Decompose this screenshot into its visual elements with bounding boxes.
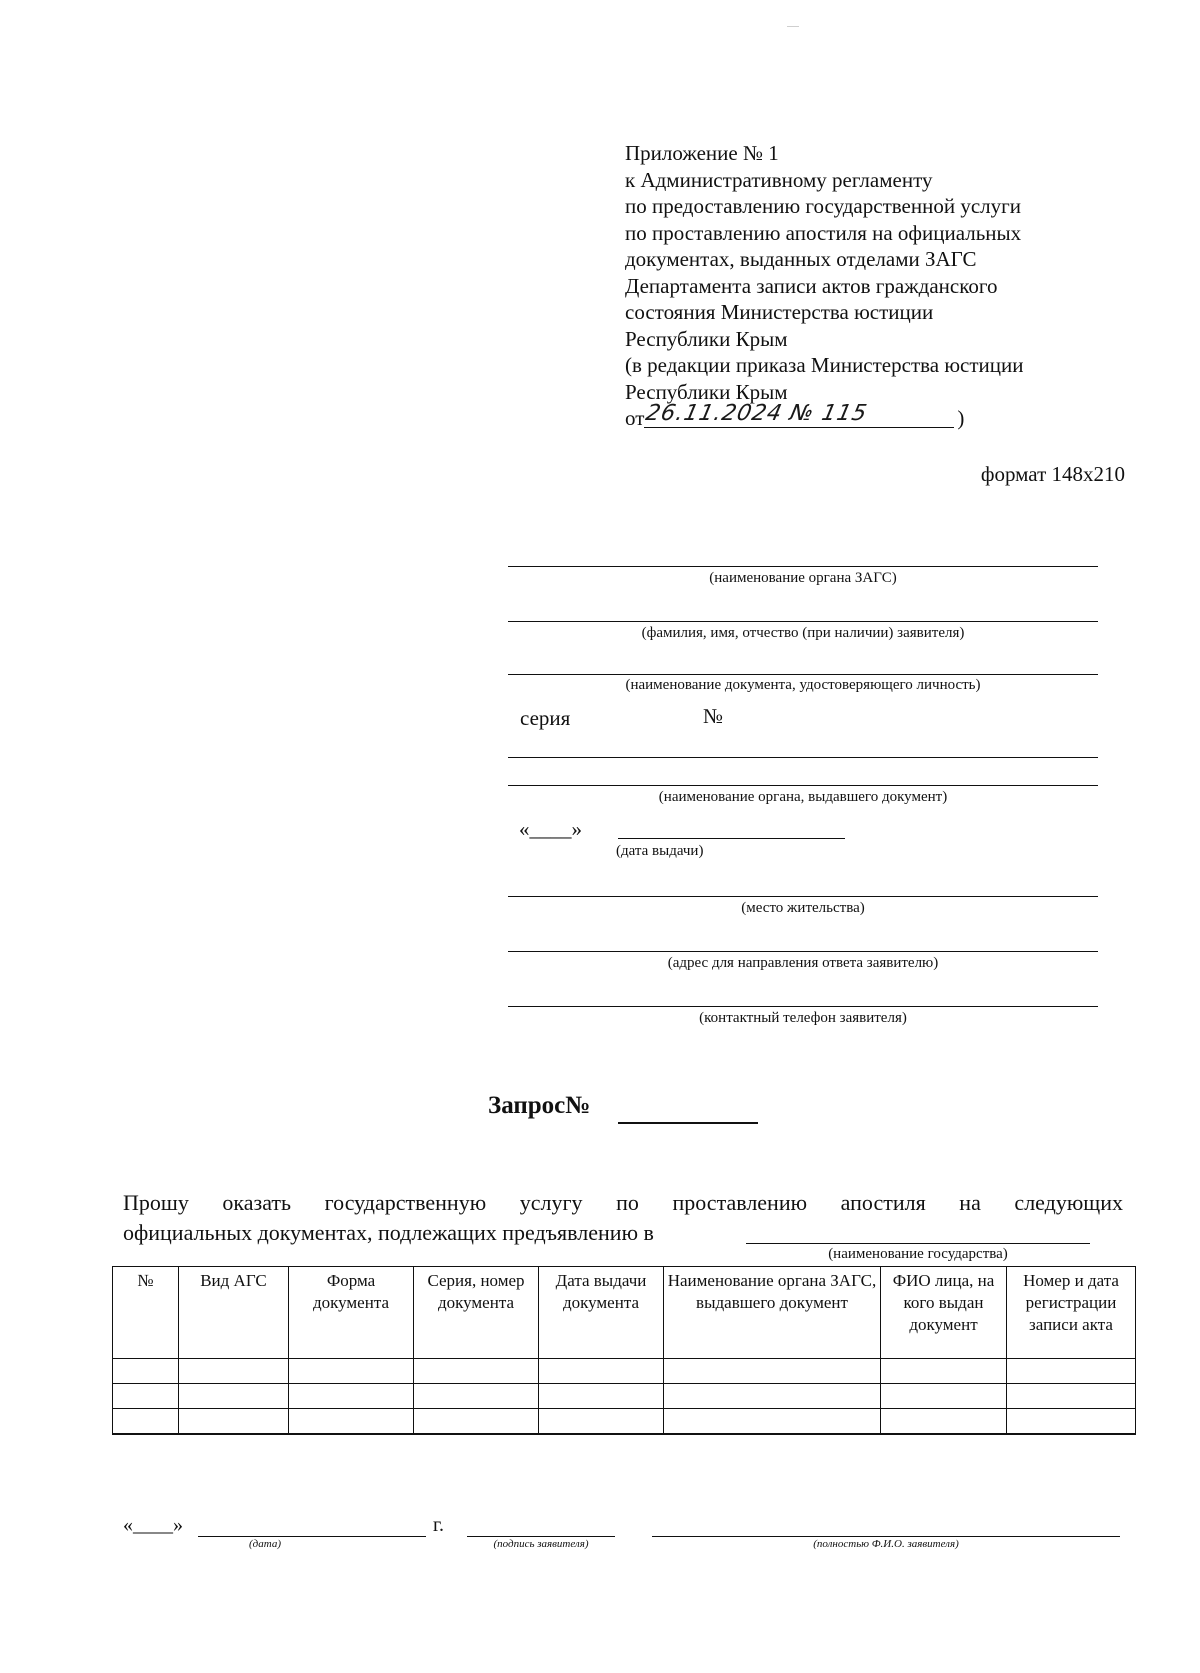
format-label: формат 148х210 — [980, 462, 1125, 486]
date-underline — [644, 427, 954, 428]
full-name-field[interactable] — [652, 1536, 1120, 1537]
approval-line: к Административному регламенту — [625, 167, 933, 192]
fio-field[interactable] — [508, 621, 1098, 622]
signature-field[interactable] — [467, 1536, 615, 1537]
id-series-number-field[interactable] — [508, 757, 1098, 758]
approval-line: по предоставлению государственной услуги — [625, 194, 1021, 218]
table-cell[interactable] — [179, 1359, 289, 1384]
table-header: Вид АГС — [179, 1267, 289, 1359]
table-cell[interactable] — [179, 1384, 289, 1409]
residence-caption: (место жительства) — [741, 900, 865, 916]
approval-date-line — [625, 401, 1105, 432]
table-body — [113, 1359, 1136, 1435]
issue-date-quotes: «____» — [519, 817, 582, 841]
approval-line: состояния Министерства юстиции — [625, 300, 934, 324]
state-field[interactable] — [746, 1243, 1090, 1244]
year-suffix: г. — [433, 1514, 444, 1536]
id-document-caption: (наименование документа, удостоверяющего личность) — [625, 677, 981, 693]
issue-date-field[interactable] — [618, 838, 845, 839]
table-cell[interactable] — [539, 1384, 664, 1409]
table-cell[interactable] — [539, 1359, 664, 1384]
fio-caption: (фамилия, имя, отчество (при наличии) заявителя) — [641, 625, 965, 641]
table-header-row — [113, 1267, 1136, 1359]
signature-caption: (подпись заявителя) — [493, 1538, 589, 1550]
approval-line: Приложение № 1 — [625, 141, 779, 165]
table-header: Дата выдачи документа — [539, 1267, 664, 1359]
scan-mark — [787, 26, 799, 27]
phone-caption: (контактный телефон заявителя) — [699, 1010, 907, 1026]
sign-date-field[interactable] — [198, 1536, 426, 1537]
table-header: ФИО лица, на кого выдан документ — [881, 1267, 1007, 1359]
table-row — [113, 1409, 1136, 1435]
table-cell[interactable] — [1007, 1409, 1136, 1435]
issuer-field[interactable] — [508, 785, 1098, 786]
table-cell[interactable] — [881, 1359, 1007, 1384]
table-cell[interactable] — [289, 1359, 414, 1384]
id-document-field[interactable] — [508, 674, 1098, 675]
table-cell[interactable] — [113, 1359, 179, 1384]
approval-date-field — [643, 401, 965, 431]
table-header: Форма документа — [289, 1267, 414, 1359]
approval-line: Республики Крым — [625, 379, 788, 404]
table-cell[interactable] — [179, 1409, 289, 1435]
sign-date-quotes: «____» — [123, 1514, 183, 1536]
reply-address-caption: (адрес для направления ответа заявителю) — [667, 955, 939, 971]
request-line-2: официальных документах, подлежащих предъявлению в — [123, 1220, 654, 1245]
approval-line: документах, выданных отделами ЗАГС — [625, 247, 977, 271]
number-label: № — [703, 704, 724, 728]
request-text — [123, 1188, 1123, 1248]
table-header: Наименование органа ЗАГС, выдавшего документ — [664, 1267, 881, 1359]
table-cell[interactable] — [539, 1409, 664, 1435]
state-caption: (наименование государства) — [828, 1246, 1008, 1262]
series-label: серия — [520, 706, 571, 730]
table-cell[interactable] — [1007, 1384, 1136, 1409]
approval-date-prefix: от — [625, 406, 645, 430]
table-header: Серия, номер документа — [414, 1267, 539, 1359]
approval-line: Республики Крым — [625, 326, 788, 351]
table-cell[interactable] — [881, 1384, 1007, 1409]
request-line-1: Прошу оказать государственную услугу по проставлению апостиля на следующих — [123, 1190, 1123, 1215]
handwritten-date: 26.11.2024 № 115 — [643, 401, 871, 426]
approval-block — [625, 140, 1105, 432]
table-cell[interactable] — [113, 1409, 179, 1435]
request-title: Запрос№ — [488, 1092, 591, 1119]
documents-table — [112, 1266, 1136, 1435]
table-cell[interactable] — [113, 1384, 179, 1409]
zags-name-field[interactable] — [508, 566, 1098, 567]
table-cell[interactable] — [1007, 1359, 1136, 1384]
table-cell[interactable] — [414, 1409, 539, 1435]
request-number-field[interactable] — [618, 1122, 758, 1124]
sign-date-caption: (дата) — [249, 1538, 281, 1550]
table-cell[interactable] — [664, 1384, 881, 1409]
table-cell[interactable] — [289, 1384, 414, 1409]
zags-name-caption: (наименование органа ЗАГС) — [709, 570, 897, 586]
date-close-paren: ) — [957, 406, 965, 430]
table-row — [113, 1384, 1136, 1409]
table-cell[interactable] — [664, 1409, 881, 1435]
issuer-caption: (наименование органа, выдавшего документ) — [658, 789, 948, 805]
table-cell[interactable] — [881, 1409, 1007, 1435]
approval-line: (в редакции приказа Министерства юстиции — [625, 353, 1024, 377]
issue-date-caption: (дата выдачи) — [616, 843, 704, 859]
table-cell[interactable] — [414, 1384, 539, 1409]
table-cell[interactable] — [664, 1359, 881, 1384]
table-header: Номер и дата регистрации записи акта — [1007, 1267, 1136, 1359]
table-row — [113, 1359, 1136, 1384]
approval-line: Департамента записи актов гражданского — [625, 273, 998, 298]
full-name-caption: (полностью Ф.И.О. заявителя) — [813, 1538, 959, 1550]
residence-field[interactable] — [508, 896, 1098, 897]
table-cell[interactable] — [289, 1409, 414, 1435]
table-cell[interactable] — [414, 1359, 539, 1384]
reply-address-field[interactable] — [508, 951, 1098, 952]
approval-line: по проставлению апостиля на официальных — [625, 220, 1022, 245]
table-header: № — [113, 1267, 179, 1359]
phone-field[interactable] — [508, 1006, 1098, 1007]
